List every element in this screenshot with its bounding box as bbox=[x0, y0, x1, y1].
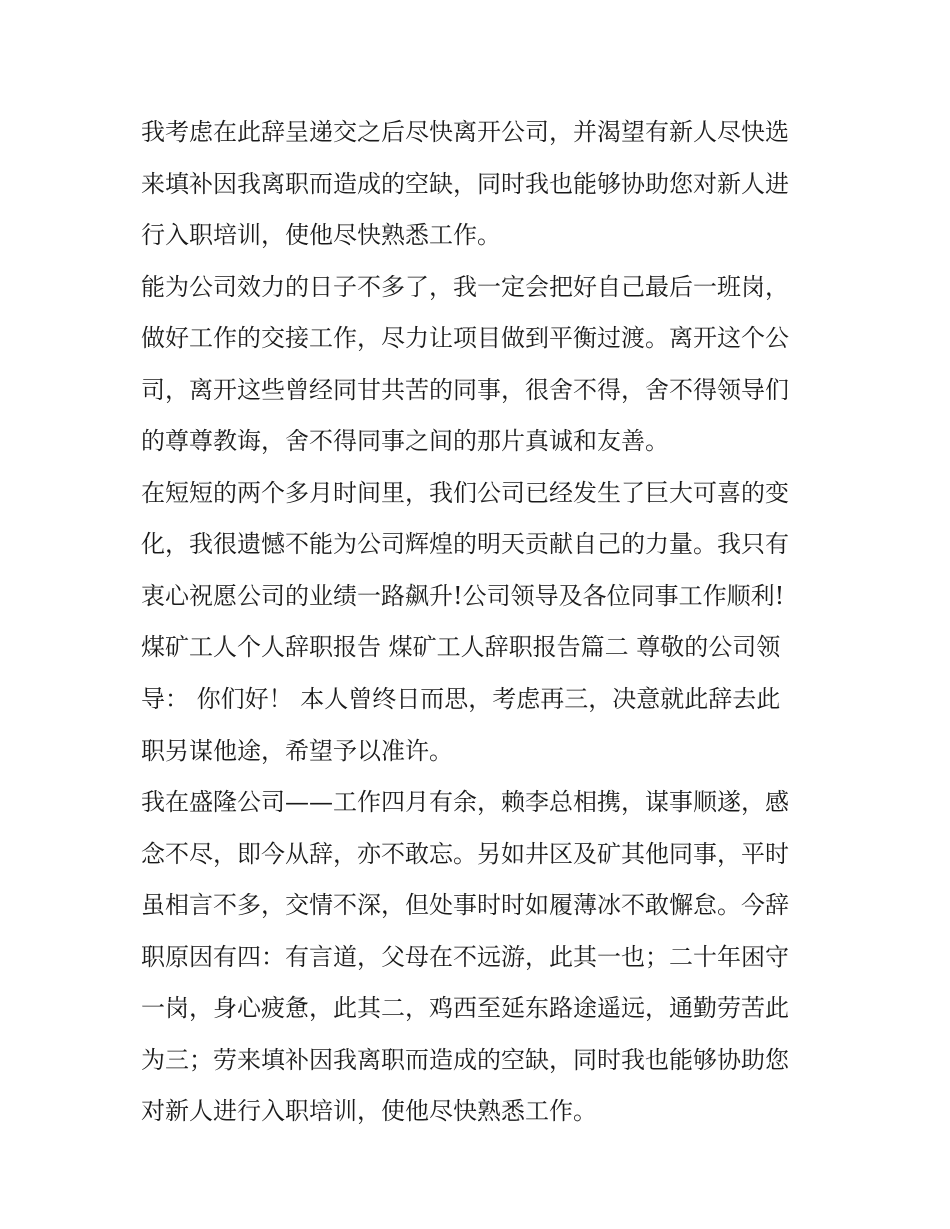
text-line-20: 对新人进行入职培训，使他尽快熟悉工作。 bbox=[141, 1097, 597, 1126]
text-line-12: 导： 你们好！ 本人曾终日而思，考虑再三，决意就此辞去此 bbox=[141, 685, 781, 714]
text-line-14: 我在盛隆公司——工作四月有余，赖李总相携，谋事顺遂，感 bbox=[141, 788, 789, 817]
text-line-10: 衷心祝愿公司的业绩一路飙升!公司领导及各位同事工作顺利! bbox=[141, 581, 785, 610]
text-line-16: 虽相言不多，交情不深，但处事时时如履薄冰不敢懈怠。今辞 bbox=[141, 891, 789, 920]
text-line-15: 念不尽，即今从辞，亦不敢忘。另如井区及矿其他同事，平时 bbox=[141, 839, 789, 868]
text-line-1: 我考虑在此辞呈递交之后尽快离开公司，并渴望有新人尽快选 bbox=[141, 118, 789, 146]
text-line-9: 化，我很遗憾不能为公司辉煌的明天贡献自己的力量。我只有 bbox=[141, 530, 789, 559]
text-line-7: 的尊尊教诲，舍不得同事之间的那片真诚和友善。 bbox=[141, 427, 669, 456]
text-line-5: 做好工作的交接工作，尽力让项目做到平衡过渡。离开这个公 bbox=[141, 324, 789, 353]
text-line-18: 一岗，身心疲惫，此其二，鸡西至延东路途遥远，通勤劳苦此 bbox=[141, 994, 789, 1023]
text-line-11: 煤矿工人个人辞职报告 煤矿工人辞职报告篇二 尊敬的公司领 bbox=[141, 633, 781, 662]
text-line-6: 司，离开这些曾经同甘共苦的同事，很舍不得，舍不得领导们 bbox=[141, 375, 789, 404]
text-line-17: 职原因有四：有言道，父母在不远游，此其一也；二十年困守 bbox=[141, 942, 789, 971]
document-body bbox=[141, 107, 813, 1138]
text-line-4: 能为公司效力的日子不多了，我一定会把好自己最后一班岗， bbox=[141, 272, 789, 301]
text-line-13: 职另谋他途，希望予以准许。 bbox=[141, 736, 453, 765]
text-line-19: 为三；劳来填补因我离职而造成的空缺，同时我也能够协助您 bbox=[141, 1045, 789, 1074]
text-line-2: 来填补因我离职而造成的空缺，同时我也能够协助您对新人进 bbox=[141, 169, 789, 198]
text-line-8: 在短短的两个多月时间里，我们公司已经发生了巨大可喜的变 bbox=[141, 478, 789, 507]
text-line-3: 行入职培训，使他尽快熟悉工作。 bbox=[141, 221, 501, 250]
